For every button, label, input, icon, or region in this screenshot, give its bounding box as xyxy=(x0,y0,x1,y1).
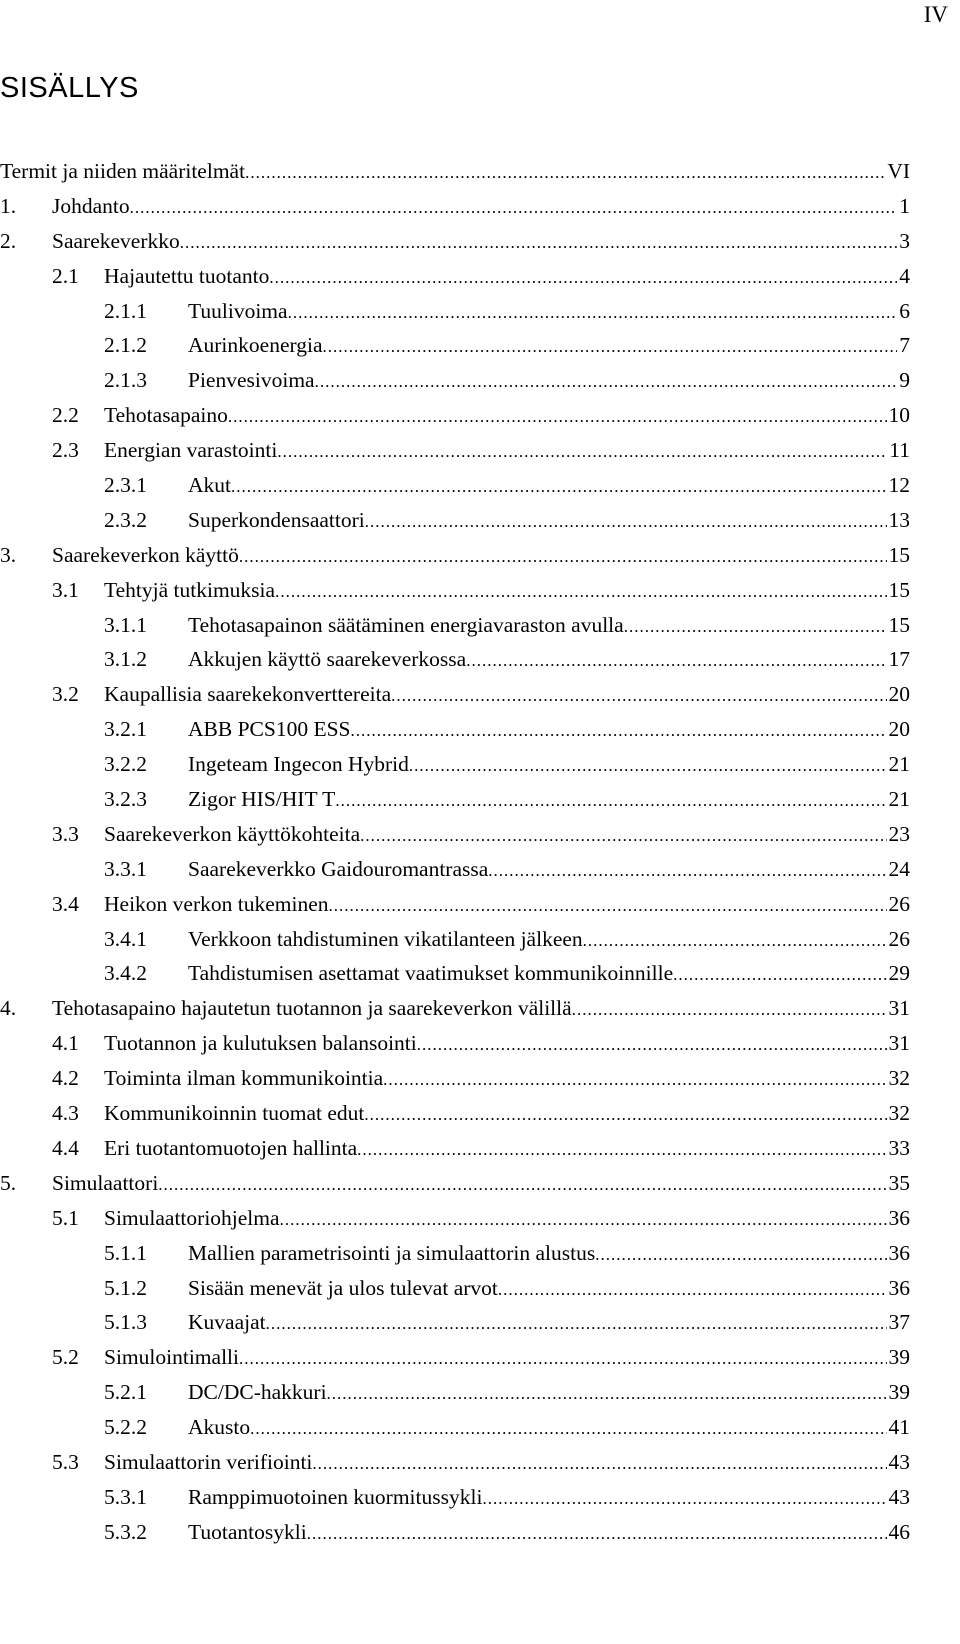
dot-leader xyxy=(351,714,887,749)
toc-entry-title: Heikon verkon tukeminen xyxy=(104,887,329,922)
toc-entry xyxy=(0,1515,910,1550)
dot-leader xyxy=(365,505,887,540)
dot-leader xyxy=(360,819,886,854)
toc-entry-page: 4 xyxy=(899,263,910,288)
toc-entry-title: Saarekeverkko xyxy=(52,224,180,259)
toc-entry-page: 1 xyxy=(899,193,910,218)
dot-leader xyxy=(572,993,887,1028)
toc-entry-page: 31 xyxy=(888,1031,910,1056)
dot-leader xyxy=(327,1377,887,1412)
toc-entry-page: 10 xyxy=(888,403,910,428)
toc-entry xyxy=(0,1480,910,1515)
dot-leader xyxy=(275,575,886,610)
toc-entry xyxy=(0,1375,910,1410)
toc-entry-number: 4.1 xyxy=(52,1031,79,1056)
toc-entry xyxy=(0,1305,910,1340)
toc-entry xyxy=(0,154,910,189)
toc-entry-number: 3.2.3 xyxy=(104,787,147,812)
toc-entry-page: 43 xyxy=(888,1484,910,1509)
dot-leader xyxy=(180,226,898,261)
toc-entry xyxy=(0,1236,910,1271)
toc-entry-page: 39 xyxy=(888,1345,910,1370)
toc-entry-number: 5.2 xyxy=(52,1345,79,1370)
toc-entry-link[interactable] xyxy=(104,1096,910,1133)
toc-entry-number: 2.2 xyxy=(52,403,79,428)
toc-entry-page: 41 xyxy=(888,1415,910,1440)
toc-entry-title: Toiminta ilman kommunikointia xyxy=(104,1061,383,1096)
toc-entry-title: ABB PCS100 ESS xyxy=(188,712,351,747)
toc-entry-number: 2.3.2 xyxy=(104,507,147,532)
toc-entry-page: 36 xyxy=(888,1205,910,1230)
toc-entry xyxy=(0,1271,910,1306)
toc-entry-number: 5.1.1 xyxy=(104,1240,147,1265)
toc-entry-number: 3.2.1 xyxy=(104,717,147,742)
toc-entry xyxy=(0,677,910,712)
toc-entry-page: VI xyxy=(887,159,910,183)
toc-entry-title: Kaupallisia saarekekonverttereita xyxy=(104,677,391,712)
toc-entry xyxy=(0,1061,910,1096)
toc-entry-link[interactable] xyxy=(188,782,910,819)
toc-entry xyxy=(0,991,910,1026)
toc-entry-link[interactable] xyxy=(188,1375,910,1412)
toc-entry-title: DC/DC-hakkuri xyxy=(188,1375,327,1410)
toc-entry-title: Akusto xyxy=(188,1410,250,1445)
toc-entry-title: Saarekeverkon käyttö xyxy=(52,538,239,573)
toc-entry-page: 36 xyxy=(888,1275,910,1300)
dot-leader xyxy=(228,400,887,435)
toc-entry-page: 3 xyxy=(899,228,910,253)
toc-entry xyxy=(0,189,910,224)
toc-entry-page: 9 xyxy=(899,368,910,393)
toc-entry-link[interactable] xyxy=(188,1410,910,1447)
toc-entry-link[interactable] xyxy=(104,677,910,714)
toc-entry-page: 36 xyxy=(888,1240,910,1265)
toc-entry xyxy=(0,852,910,887)
dot-leader xyxy=(482,1482,886,1517)
toc-entry xyxy=(0,433,910,468)
toc-entry-number: 3.4.1 xyxy=(104,926,147,951)
toc-entry-page: 46 xyxy=(888,1519,910,1544)
toc-entry-page: 21 xyxy=(888,787,910,812)
toc-entry-link[interactable] xyxy=(188,852,910,889)
toc-entry-page: 6 xyxy=(899,298,910,323)
toc-entry-link[interactable] xyxy=(188,1480,910,1517)
dot-leader xyxy=(624,610,887,645)
toc-entry xyxy=(0,887,910,922)
toc-entry-page: 20 xyxy=(888,682,910,707)
toc-entry xyxy=(0,503,910,538)
toc-entry-title: Aurinkoenergia xyxy=(188,328,323,363)
toc-entry-link[interactable] xyxy=(0,154,910,191)
toc-entry xyxy=(0,363,910,398)
toc-entry-page: 32 xyxy=(888,1066,910,1091)
toc-entry-number: 3. xyxy=(0,542,17,567)
toc-entry-link[interactable] xyxy=(188,363,910,400)
toc-entry-title: Tahdistumisen asettamat vaatimukset kommunikoinnille xyxy=(188,956,673,991)
toc-entry-page: 26 xyxy=(888,891,910,916)
toc-entry xyxy=(0,1445,910,1480)
toc-entry-number: 4.4 xyxy=(52,1135,79,1160)
toc-entry-page: 17 xyxy=(888,647,910,672)
toc-entry-link[interactable] xyxy=(188,956,910,993)
toc-entry xyxy=(0,1096,910,1131)
toc-entry-title: Mallien parametrisointi ja simulaattorin alustus xyxy=(188,1236,595,1271)
toc-entry-title: Hajautettu tuotanto xyxy=(104,259,269,294)
toc-entry-link[interactable] xyxy=(104,433,910,470)
dot-leader xyxy=(391,679,886,714)
toc-entry xyxy=(0,956,910,991)
toc-entry-number: 2.3.1 xyxy=(104,473,147,498)
toc-entry-number: 5.3 xyxy=(52,1449,79,1474)
dot-leader xyxy=(498,1273,887,1308)
toc-entry-link[interactable] xyxy=(104,1201,910,1238)
toc-entry-title: Simulointimalli xyxy=(104,1340,239,1375)
toc-entry-link[interactable] xyxy=(104,887,910,924)
toc-entry-link[interactable] xyxy=(52,1166,910,1203)
toc-entry-number: 2.1.2 xyxy=(104,333,147,358)
toc-entry-page: 24 xyxy=(888,856,910,881)
toc-entry-link[interactable] xyxy=(188,642,910,679)
dot-leader xyxy=(583,924,887,959)
toc-entry xyxy=(0,712,910,747)
toc-entry-title: Kommunikoinnin tuomat edut xyxy=(104,1096,364,1131)
dot-leader xyxy=(329,889,887,924)
toc-entry-page: 7 xyxy=(899,333,910,358)
toc-entry-title: Saarekeverkko Gaidouromantrassa xyxy=(188,852,488,887)
toc-entry-number: 3.3.1 xyxy=(104,856,147,881)
toc-entry-page: 15 xyxy=(888,612,910,637)
dot-leader xyxy=(130,191,898,226)
dot-leader xyxy=(364,1098,886,1133)
toc-entry-link[interactable] xyxy=(104,1340,910,1377)
toc-entry-number: 2.1 xyxy=(52,263,79,288)
dot-leader xyxy=(280,1203,887,1238)
toc-entry-title: Energian varastointi xyxy=(104,433,277,468)
dot-leader xyxy=(239,1342,887,1377)
dot-leader xyxy=(269,261,897,296)
toc-entry-link[interactable] xyxy=(104,1026,910,1063)
dot-leader xyxy=(673,958,886,993)
toc-entry-page: 37 xyxy=(888,1310,910,1335)
toc-entry-page: 15 xyxy=(888,542,910,567)
toc-entry-number: 2.1.1 xyxy=(104,298,147,323)
toc-entry-title: Tuotantosykli xyxy=(188,1515,307,1550)
toc-entry-link[interactable] xyxy=(104,1445,910,1482)
toc-entry-link[interactable] xyxy=(188,1305,910,1342)
toc-entry-number: 3.4.2 xyxy=(104,961,147,986)
toc-entry-page: 43 xyxy=(888,1449,910,1474)
toc-entry xyxy=(0,468,910,503)
dot-leader xyxy=(417,1028,887,1063)
toc-entry-number: 4. xyxy=(0,996,17,1021)
toc-entry-title: Tuulivoima xyxy=(188,294,288,329)
toc-entry-number: 2.1.3 xyxy=(104,368,147,393)
dot-leader xyxy=(312,1447,886,1482)
toc-entry-page: 23 xyxy=(888,821,910,846)
toc-entry-number: 4.3 xyxy=(52,1101,79,1126)
toc-entry-title: Tehotasapaino xyxy=(104,398,228,433)
toc-entry-link[interactable] xyxy=(104,1131,910,1168)
dot-leader xyxy=(250,1412,886,1447)
toc-entry-page: 15 xyxy=(888,577,910,602)
dot-leader xyxy=(383,1063,886,1098)
toc-entry-page: 21 xyxy=(888,752,910,777)
toc-entry-number: 5. xyxy=(0,1170,17,1195)
toc-entry-link[interactable] xyxy=(188,747,910,784)
toc-entry-link[interactable] xyxy=(188,1236,910,1273)
dot-leader xyxy=(277,435,887,470)
toc-entry xyxy=(0,573,910,608)
dot-leader xyxy=(239,540,887,575)
toc-entry xyxy=(0,1410,910,1445)
toc-entry xyxy=(0,1201,910,1236)
page-number: IV xyxy=(923,2,948,27)
dot-leader xyxy=(409,749,887,784)
toc-entry-number: 5.3.1 xyxy=(104,1484,147,1509)
toc-entry-title: Superkondensaattori xyxy=(188,503,365,538)
toc-entry xyxy=(0,328,910,363)
toc-entry-title: Simulaattoriohjelma xyxy=(104,1201,280,1236)
toc-entry-number: 5.1 xyxy=(52,1205,79,1230)
toc-entry xyxy=(0,642,910,677)
toc-entry-link[interactable] xyxy=(52,189,910,226)
toc-entry-title: Zigor HIS/HIT T xyxy=(188,782,335,817)
toc-entry xyxy=(0,538,910,573)
dot-leader xyxy=(466,644,886,679)
toc-entry-title: Verkkoon tahdistuminen vikatilanteen jälkeen xyxy=(188,922,583,957)
toc-entry-number: 4.2 xyxy=(52,1066,79,1091)
toc-entry-link[interactable] xyxy=(188,1515,910,1552)
toc-entry-title: Tehtyjä tutkimuksia xyxy=(104,573,275,608)
toc-entry-number: 3.1.1 xyxy=(104,612,147,637)
toc-entry xyxy=(0,224,910,259)
toc-entry-number: 5.3.2 xyxy=(104,1519,147,1544)
toc-entry-title: Akut xyxy=(188,468,231,503)
dot-leader xyxy=(288,296,898,331)
toc-entry-number: 5.1.3 xyxy=(104,1310,147,1335)
toc-entry xyxy=(0,1340,910,1375)
toc-entry-number: 3.2 xyxy=(52,682,79,707)
toc-entry-number: 3.1.2 xyxy=(104,647,147,672)
toc-entry-title: Termit ja niiden määritelmät xyxy=(0,154,245,189)
toc-entry-page: 11 xyxy=(889,438,910,463)
dot-leader xyxy=(245,156,885,191)
toc-entry xyxy=(0,1026,910,1061)
toc-entry-title: Saarekeverkon käyttökohteita xyxy=(104,817,360,852)
toc-entry-link[interactable] xyxy=(188,328,910,365)
toc-entry-page: 26 xyxy=(888,926,910,951)
toc-entry-link[interactable] xyxy=(188,294,910,331)
toc-entry-title: Ramppimuotoinen kuormitussykli xyxy=(188,1480,482,1515)
toc-entry-number: 5.2.2 xyxy=(104,1415,147,1440)
toc-entry-number: 2.3 xyxy=(52,438,79,463)
toc-entry-title: Ingeteam Ingecon Hybrid xyxy=(188,747,409,782)
toc-entry-link[interactable] xyxy=(104,398,910,435)
toc-entry-link[interactable] xyxy=(104,817,910,854)
toc-entry-number: 2. xyxy=(0,228,17,253)
toc-entry-page: 33 xyxy=(888,1135,910,1160)
toc-entry-page: 31 xyxy=(888,996,910,1021)
toc-entry-link[interactable] xyxy=(104,573,910,610)
toc-entry xyxy=(0,608,910,643)
toc-entry-title: Simulaattorin verifiointi xyxy=(104,1445,312,1480)
toc-entry-title: Pienvesivoima xyxy=(188,363,315,398)
toc-entry-link[interactable] xyxy=(188,712,910,749)
toc-entry-title: Eri tuotantomuotojen hallinta xyxy=(104,1131,357,1166)
toc-entry-page: 39 xyxy=(888,1380,910,1405)
table-of-contents xyxy=(0,154,910,1550)
toc-entry-title: Sisään menevät ja ulos tulevat arvot xyxy=(188,1271,498,1306)
toc-entry xyxy=(0,1131,910,1166)
toc-entry-link[interactable] xyxy=(188,503,910,540)
toc-entry-title: Tuotannon ja kulutuksen balansointi xyxy=(104,1026,417,1061)
toc-entry-number: 3.4 xyxy=(52,891,79,916)
toc-entry-link[interactable] xyxy=(188,1271,910,1308)
toc-entry-page: 12 xyxy=(888,473,910,498)
toc-entry-link[interactable] xyxy=(104,1061,910,1098)
toc-entry xyxy=(0,747,910,782)
toc-entry-number: 5.1.2 xyxy=(104,1275,147,1300)
dot-leader xyxy=(335,784,886,819)
toc-entry-number: 3.1 xyxy=(52,577,79,602)
toc-entry xyxy=(0,817,910,852)
toc-entry-number: 3.2.2 xyxy=(104,752,147,777)
toc-entry-title: Kuvaajat xyxy=(188,1305,266,1340)
toc-entry-link[interactable] xyxy=(188,922,910,959)
toc-entry-page: 13 xyxy=(888,507,910,532)
toc-entry-link[interactable] xyxy=(52,538,910,575)
dot-leader xyxy=(266,1307,887,1342)
toc-entry-title: Johdanto xyxy=(52,189,130,224)
toc-entry xyxy=(0,922,910,957)
toc-entry-number: 1. xyxy=(0,193,17,218)
dot-leader xyxy=(315,365,898,400)
dot-leader xyxy=(307,1517,887,1552)
toc-entry-link[interactable] xyxy=(52,224,910,261)
toc-entry-page: 29 xyxy=(888,961,910,986)
toc-entry-number: 5.2.1 xyxy=(104,1380,147,1405)
dot-leader xyxy=(488,854,886,889)
toc-entry-title: Tehotasapainon säätäminen energiavaraston avulla xyxy=(188,608,624,643)
toc-entry xyxy=(0,259,910,294)
toc-entry-link[interactable] xyxy=(52,991,910,1028)
dot-leader xyxy=(158,1168,886,1203)
toc-entry-link[interactable] xyxy=(104,259,910,296)
dot-leader xyxy=(323,330,898,365)
dot-leader xyxy=(357,1133,886,1168)
dot-leader xyxy=(231,470,887,505)
toc-entry xyxy=(0,1166,910,1201)
toc-entry-title: Simulaattori xyxy=(52,1166,158,1201)
page-title: SISÄLLYS xyxy=(0,72,139,104)
toc-entry xyxy=(0,398,910,433)
toc-entry xyxy=(0,294,910,329)
toc-entry-title: Tehotasapaino hajautetun tuotannon ja saarekeverkon välillä xyxy=(52,991,572,1026)
toc-entry xyxy=(0,782,910,817)
toc-entry-link[interactable] xyxy=(188,468,910,505)
toc-entry-number: 3.3 xyxy=(52,821,79,846)
toc-entry-link[interactable] xyxy=(188,608,910,645)
toc-entry-title: Akkujen käyttö saarekeverkossa xyxy=(188,642,466,677)
toc-entry-page: 35 xyxy=(888,1170,910,1195)
toc-entry-page: 32 xyxy=(888,1101,910,1126)
dot-leader xyxy=(595,1238,886,1273)
toc-entry-page: 20 xyxy=(888,717,910,742)
